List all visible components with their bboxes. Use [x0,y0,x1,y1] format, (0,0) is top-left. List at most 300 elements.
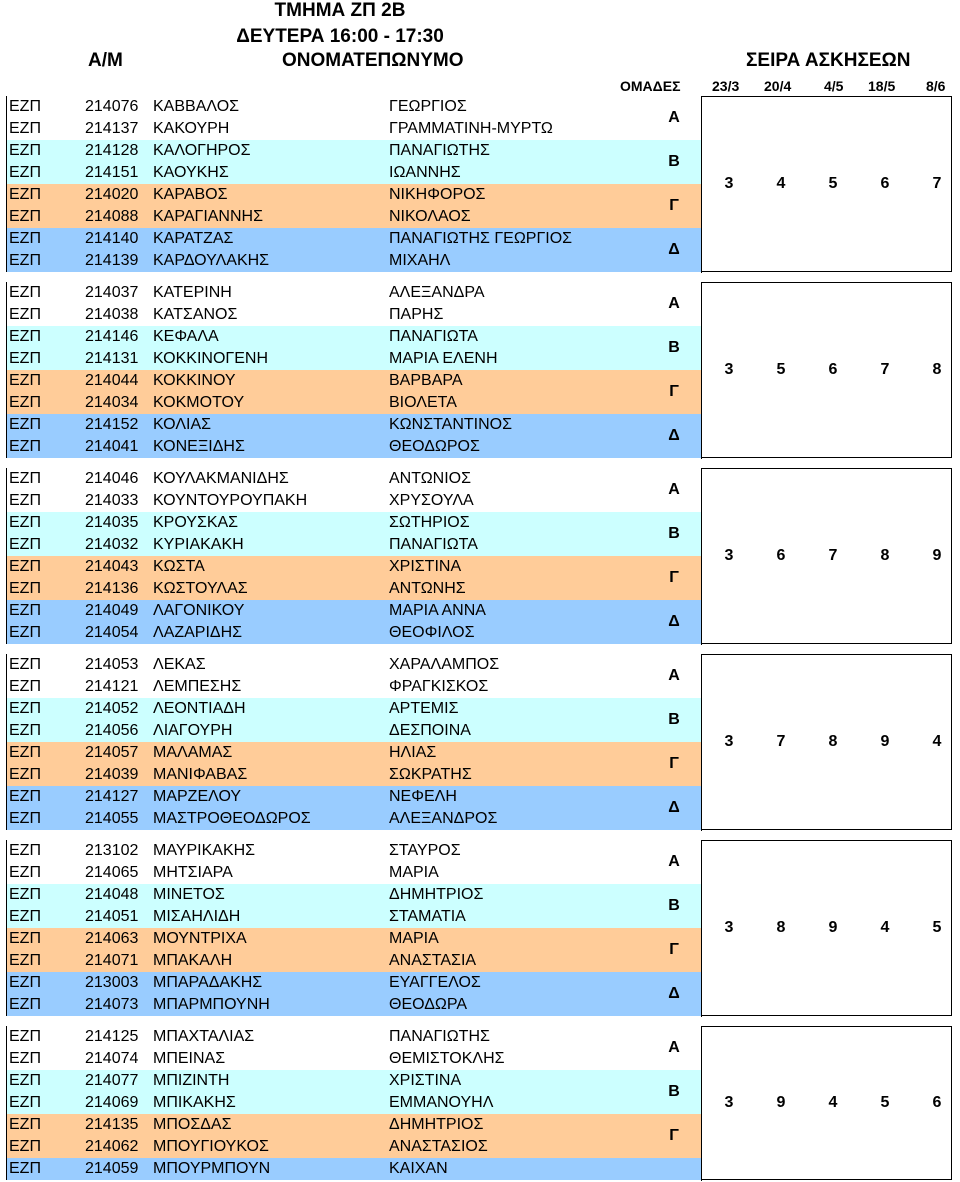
student-first-name: ΔΗΜΗΤΡΙΟΣ [389,1116,484,1133]
student-am: 214136 [85,580,139,597]
exercise-number: 3 [724,361,734,378]
student-surname: ΚΑΡΑΒΟΣ [153,186,228,203]
student-code: ΕΖΠ [9,1116,41,1133]
page-title-line1: ΤΜΗΜΑ ΖΠ 2Β [274,0,406,21]
exercise-number: 4 [932,733,942,750]
student-code: ΕΖΠ [9,722,41,739]
student-row [7,534,701,556]
student-surname: ΚΟΚΚΙΝΟΓΕΝΗ [153,350,269,367]
student-code: ΕΖΠ [9,1072,41,1089]
student-am: 214152 [85,416,139,433]
student-surname: ΚΟΚΜΟΤΟΥ [153,394,245,411]
group-letter: Γ [669,1127,679,1144]
student-am: 214052 [85,700,139,717]
exercise-number: 8 [880,547,890,564]
student-am: 214065 [85,864,139,881]
student-first-name: ΠΑΝΑΓΙΩΤΗΣ [389,142,490,159]
student-surname: ΜΑΝΙΦΑΒΑΣ [153,766,248,783]
student-first-name: ΝΕΦΕΛΗ [389,788,457,805]
student-row [7,786,701,808]
student-row [7,414,701,436]
student-code: ΕΖΠ [9,306,41,323]
student-surname: ΚΟΚΚΙΝΟΥ [153,372,236,389]
student-am: 214121 [85,678,139,695]
student-first-name: ΜΑΡΙΑ [389,930,439,947]
exercise-number: 3 [724,175,734,192]
exercise-number: 4 [828,1094,838,1111]
student-am: 214146 [85,328,139,345]
group-letter: Α [668,667,680,684]
student-code: ΕΖΠ [9,438,41,455]
student-surname: ΚΟΛΙΑΣ [153,416,212,433]
student-code: ΕΖΠ [9,230,41,247]
student-surname: ΛΕΜΠΕΣΗΣ [153,678,242,695]
student-row [7,600,701,622]
student-row [7,578,701,600]
student-am: 214074 [85,1050,139,1067]
exercise-number: 8 [776,919,786,936]
student-row [7,720,701,742]
student-am: 214073 [85,996,139,1013]
student-first-name: ΧΑΡΑΛΑΜΠΟΣ [389,656,500,673]
student-row [7,764,701,786]
student-am: 214151 [85,164,139,181]
student-code: ΕΖΠ [9,744,41,761]
student-surname: ΚΑΛΟΓΗΡΟΣ [153,142,251,159]
exercise-number: 5 [880,1094,890,1111]
student-row [7,994,701,1016]
student-first-name: ΣΤΑΥΡΟΣ [389,842,461,859]
date-header: 23/3 [712,78,740,94]
group-letter: Α [668,1039,680,1056]
student-code: ΕΖΠ [9,514,41,531]
student-surname: ΚΟΥΝΤΟΥΡΟΥΠΑΚΗ [153,492,308,509]
column-divider [701,655,702,831]
student-am: 214032 [85,536,139,553]
student-am: 214049 [85,602,139,619]
group-letter: Α [668,295,680,312]
student-row [7,228,701,250]
student-surname: ΜΠΙΖΙΝΤΗ [153,1072,230,1089]
column-divider [701,841,702,1017]
student-surname: ΚΩΣΤΟΥΛΑΣ [153,580,248,597]
student-first-name: ΑΝΑΣΤΑΣΙΑ [389,952,477,969]
student-surname: ΚΡΟΥΣΚΑΣ [153,514,239,531]
student-code: ΕΖΠ [9,470,41,487]
student-surname: ΜΑΡΖΕΛΟΥ [153,788,242,805]
student-first-name: ΘΕΟΔΩΡΑ [389,996,468,1013]
exercise-number: 6 [932,1094,942,1111]
name-column-header: ΟΝΟΜΑΤΕΠΩΝΥΜΟ [282,50,464,71]
student-code: ΕΖΠ [9,624,41,641]
student-am: 214048 [85,886,139,903]
group-letter: Γ [669,383,679,400]
group-letter: Γ [669,941,679,958]
student-code: ΕΖΠ [9,1138,41,1155]
student-code: ΕΖΠ [9,580,41,597]
student-code: ΕΖΠ [9,536,41,553]
student-code: ΕΖΠ [9,656,41,673]
student-first-name: ΠΑΝΑΓΙΩΤΗΣ ΓΕΩΡΓΙΟΣ [389,230,573,247]
student-am: 214043 [85,558,139,575]
student-row [7,392,701,414]
student-am: 214077 [85,1072,139,1089]
student-code: ΕΖΠ [9,1160,41,1177]
group-letter: Α [668,109,680,126]
student-surname: ΜΠΟΣΔΑΣ [153,1116,232,1133]
exercise-number: 6 [776,547,786,564]
student-code: ΕΖΠ [9,208,41,225]
exercise-number: 7 [776,733,786,750]
student-surname: ΜΙΣΑΗΛΙΔΗ [153,908,241,925]
student-row [7,436,701,458]
group-letter: Γ [669,197,679,214]
student-first-name: ΣΩΚΡΑΤΗΣ [389,766,472,783]
student-am: 214046 [85,470,139,487]
student-am: 214088 [85,208,139,225]
student-am: 214034 [85,394,139,411]
exercise-number: 5 [932,919,942,936]
student-am: 214035 [85,514,139,531]
student-row [7,840,701,862]
group-letter: Β [668,339,680,356]
student-code: ΕΖΠ [9,930,41,947]
student-code: ΕΖΠ [9,186,41,203]
student-first-name: ΜΑΡΙΑ ΑΝΝΑ [389,602,486,619]
student-code: ΕΖΠ [9,164,41,181]
student-row [7,928,701,950]
date-header: 18/5 [868,78,896,94]
column-divider [701,283,702,459]
student-first-name: ΔΗΜΗΤΡΙΟΣ [389,886,484,903]
student-am: 214038 [85,306,139,323]
student-surname: ΜΠΑΡΜΠΟΥΝΗ [153,996,270,1013]
student-row [7,1026,701,1048]
student-am: 213102 [85,842,139,859]
student-surname: ΜΑΥΡΙΚΑΚΗΣ [153,842,256,859]
student-row [7,326,701,348]
student-surname: ΚΑΡΑΤΖΑΣ [153,230,234,247]
exercise-number: 9 [932,547,942,564]
student-first-name: ΒΙΟΛΕΤΑ [389,394,457,411]
student-first-name: ΣΩΤΗΡΙΟΣ [389,514,470,531]
student-am: 214055 [85,810,139,827]
student-group-block [6,840,952,1016]
exercise-number: 3 [724,919,734,936]
student-code: ΕΖΠ [9,416,41,433]
group-letter: Β [668,525,680,542]
student-group-block [6,282,952,458]
student-first-name: ΘΕΟΦΙΛΟΣ [389,624,475,641]
student-code: ΕΖΠ [9,558,41,575]
student-code: ΕΖΠ [9,864,41,881]
student-am: 214039 [85,766,139,783]
student-code: ΕΖΠ [9,492,41,509]
student-row [7,906,701,928]
student-surname: ΛΕΟΝΤΙΑΔΗ [153,700,246,717]
group-letter: Β [668,1083,680,1100]
student-first-name: ΣΤΑΜΑΤΙΑ [389,908,466,925]
student-group-block [6,1026,952,1180]
student-surname: ΚΩΣΤΑ [153,558,205,575]
student-row [7,676,701,698]
student-am: 214071 [85,952,139,969]
date-header: 4/5 [824,78,844,94]
exercise-number: 4 [880,919,890,936]
student-am: 214037 [85,284,139,301]
student-surname: ΚΕΦΑΛΑ [153,328,219,345]
group-letter: Δ [668,427,680,444]
student-row [7,1114,701,1136]
group-letter: Δ [668,799,680,816]
student-surname: ΚΑΟΥΚΗΣ [153,164,229,181]
student-row [7,556,701,578]
student-surname: ΜΠΟΥΓΙΟΥΚΟΣ [153,1138,269,1155]
student-row [7,884,701,906]
exercise-number: 7 [932,175,942,192]
student-am: 214131 [85,350,139,367]
exercise-number: 5 [828,175,838,192]
student-am: 214020 [85,186,139,203]
student-first-name: ΦΡΑΓΚΙΣΚΟΣ [389,678,489,695]
student-first-name: ΑΛΕΞΑΝΔΡΑ [389,284,485,301]
group-letter: Δ [668,613,680,630]
student-row [7,490,701,512]
student-row [7,512,701,534]
student-surname: ΚΟΥΛΑΚΜΑΝΙΔΗΣ [153,470,289,487]
student-surname: ΚΑΒΒΑΛΟΣ [153,98,240,115]
student-am: 214135 [85,1116,139,1133]
student-code: ΕΖΠ [9,328,41,345]
column-divider [701,1027,702,1181]
student-code: ΕΖΠ [9,1050,41,1067]
exercise-number: 3 [724,547,734,564]
student-row [7,654,701,676]
exercise-number: 8 [828,733,838,750]
student-group-block [6,468,952,644]
student-am: 214056 [85,722,139,739]
date-header: 20/4 [764,78,792,94]
column-divider [701,97,702,273]
groups-header: ΟΜΑΔΕΣ [620,78,681,94]
date-header: 8/6 [926,78,946,94]
exercise-number: 6 [880,175,890,192]
student-code: ΕΖΠ [9,952,41,969]
student-surname: ΛΙΑΓΟΥΡΗ [153,722,233,739]
student-surname: ΜΠΑΚΑΛΗ [153,952,233,969]
student-row [7,96,701,118]
student-am: 214125 [85,1028,139,1045]
student-first-name: ΠΑΝΑΓΙΩΤΑ [389,536,478,553]
series-header: ΣΕΙΡΑ ΑΣΚΗΣΕΩΝ [746,50,911,71]
student-code: ΕΖΠ [9,766,41,783]
student-code: ΕΖΠ [9,284,41,301]
student-first-name: ΑΝΤΩΝΙΟΣ [389,470,472,487]
student-first-name: ΜΑΡΙΑ [389,864,439,881]
exercise-number: 7 [880,361,890,378]
student-first-name: ΠΑΝΑΓΙΩΤΗΣ [389,1028,490,1045]
student-row [7,282,701,304]
student-surname: ΜΠΑΡΑΔΑΚΗΣ [153,974,263,991]
student-first-name: ΓΕΩΡΓΙΟΣ [389,98,467,115]
student-surname: ΚΟΝΕΞΙΔΗΣ [153,438,245,455]
student-row [7,1092,701,1114]
student-code: ΕΖΠ [9,1094,41,1111]
student-code: ΕΖΠ [9,908,41,925]
group-letter: Β [668,711,680,728]
student-surname: ΜΠΕΙΝΑΣ [153,1050,226,1067]
student-first-name: ΓΡΑΜΜΑΤΙΝΗ-ΜΥΡΤΩ [389,120,553,137]
student-code: ΕΖΠ [9,120,41,137]
student-first-name: ΚΩΝΣΤΑΝΤΙΝΟΣ [389,416,512,433]
student-first-name: ΕΜΜΑΝΟΥΗΛ [389,1094,494,1111]
exercise-number: 9 [880,733,890,750]
student-am: 214128 [85,142,139,159]
student-row [7,862,701,884]
student-surname: ΛΑΓΟΝΙΚΟΥ [153,602,245,619]
student-surname: ΛΕΚΑΣ [153,656,206,673]
student-code: ΕΖΠ [9,678,41,695]
student-row [7,622,701,644]
student-first-name: ΑΛΕΞΑΝΔΡΟΣ [389,810,498,827]
exercise-number: 9 [776,1094,786,1111]
student-first-name: ΑΡΤΕΜΙΣ [389,700,459,717]
student-row [7,370,701,392]
exercise-number: 3 [724,733,734,750]
exercise-number: 4 [776,175,786,192]
student-code: ΕΖΠ [9,788,41,805]
student-row [7,250,701,272]
student-row [7,1136,701,1158]
student-first-name: ΠΑΝΑΓΙΩΤΑ [389,328,478,345]
student-row [7,304,701,326]
student-first-name: ΕΥΑΓΓΕΛΟΣ [389,974,481,991]
student-surname: ΜΟΥΝΤΡΙΧΑ [153,930,247,947]
student-row [7,140,701,162]
exercise-number: 5 [776,361,786,378]
student-first-name: ΠΑΡΗΣ [389,306,444,323]
student-am: 214033 [85,492,139,509]
student-first-name: ΒΑΡΒΑΡΑ [389,372,463,389]
student-surname: ΚΑΡΔΟΥΛΑΚΗΣ [153,252,270,269]
student-first-name: ΜΙΧΑΗΛ [389,252,451,269]
student-code: ΕΖΠ [9,142,41,159]
group-letter: Α [668,481,680,498]
student-surname: ΚΑΚΟΥΡΗ [153,120,230,137]
student-surname: ΚΥΡΙΑΚΑΚΗ [153,536,244,553]
student-code: ΕΖΠ [9,974,41,991]
student-row [7,1048,701,1070]
exercise-number: 9 [828,919,838,936]
student-am: 214044 [85,372,139,389]
student-surname: ΚΑΤΕΡΙΝΗ [153,284,232,301]
student-first-name: ΘΕΟΔΩΡΟΣ [389,438,480,455]
student-row [7,468,701,490]
student-first-name: ΑΝΑΣΤΑΣΙΟΣ [389,1138,488,1155]
student-first-name: ΧΡΙΣΤΙΝΑ [389,1072,462,1089]
student-first-name: ΧΡΥΣΟΥΛΑ [389,492,474,509]
student-surname: ΚΑΤΣΑΝΟΣ [153,306,238,323]
student-surname: ΜΠΙΚΑΚΗΣ [153,1094,236,1111]
student-am: 214069 [85,1094,139,1111]
student-am: 214062 [85,1138,139,1155]
student-first-name: ΝΙΚΗΦΟΡΟΣ [389,186,486,203]
student-group-block [6,654,952,830]
student-code: ΕΖΠ [9,842,41,859]
student-surname: ΜΑΣΤΡΟΘΕΟΔΩΡΟΣ [153,810,311,827]
student-surname: ΜΑΛΑΜΑΣ [153,744,233,761]
student-code: ΕΖΠ [9,372,41,389]
student-first-name: ΧΡΙΣΤΙΝΑ [389,558,462,575]
student-am: 214127 [85,788,139,805]
student-code: ΕΖΠ [9,252,41,269]
student-row [7,698,701,720]
student-code: ΕΖΠ [9,1028,41,1045]
student-row [7,348,701,370]
student-code: ΕΖΠ [9,700,41,717]
student-first-name: ΚΑΙΧΑΝ [389,1160,448,1177]
student-am: 214140 [85,230,139,247]
student-am: 214137 [85,120,139,137]
student-am: 213003 [85,974,139,991]
student-am: 214051 [85,908,139,925]
student-first-name: ΘΕΜΙΣΤΟΚΛΗΣ [389,1050,505,1067]
group-letter: Β [668,897,680,914]
exercise-number: 6 [828,361,838,378]
student-first-name: ΙΩΑΝΝΗΣ [389,164,461,181]
student-row [7,118,701,140]
student-row [7,206,701,228]
student-first-name: ΗΛΙΑΣ [389,744,437,761]
exercise-number: 3 [724,1094,734,1111]
student-code: ΕΖΠ [9,394,41,411]
student-am: 214057 [85,744,139,761]
student-first-name: ΝΙΚΟΛΑΟΣ [389,208,471,225]
student-first-name: ΜΑΡΙΑ ΕΛΕΝΗ [389,350,498,367]
group-letter: Δ [668,241,680,258]
group-letter: Γ [669,569,679,586]
student-surname: ΜΙΝΕΤΟΣ [153,886,225,903]
student-row [7,972,701,994]
student-surname: ΚΑΡΑΓΙΑΝΝΗΣ [153,208,263,225]
group-letter: Δ [668,985,680,1002]
student-code: ΕΖΠ [9,602,41,619]
student-row [7,742,701,764]
student-row [7,162,701,184]
group-letter: Α [668,853,680,870]
student-row [7,950,701,972]
group-letter: Β [668,153,680,170]
student-first-name: ΑΝΤΩΝΗΣ [389,580,466,597]
student-am: 214053 [85,656,139,673]
student-surname: ΜΠΟΥΡΜΠΟΥΝ [153,1160,271,1177]
student-first-name: ΔΕΣΠΟΙΝΑ [389,722,471,739]
student-code: ΕΖΠ [9,810,41,827]
student-code: ΕΖΠ [9,886,41,903]
student-code: ΕΖΠ [9,996,41,1013]
student-am: 214054 [85,624,139,641]
student-row [7,1070,701,1092]
student-am: 214076 [85,98,139,115]
student-group-block [6,96,952,272]
student-row [7,1158,701,1180]
student-surname: ΜΠΑΧΤΑΛΙΑΣ [153,1028,255,1045]
student-row [7,808,701,830]
page-title-line2: ΔΕΥΤΕΡΑ 16:00 - 17:30 [236,26,444,47]
group-letter: Γ [669,755,679,772]
student-am: 214063 [85,930,139,947]
student-surname: ΜΗΤΣΙΑΡΑ [153,864,233,881]
